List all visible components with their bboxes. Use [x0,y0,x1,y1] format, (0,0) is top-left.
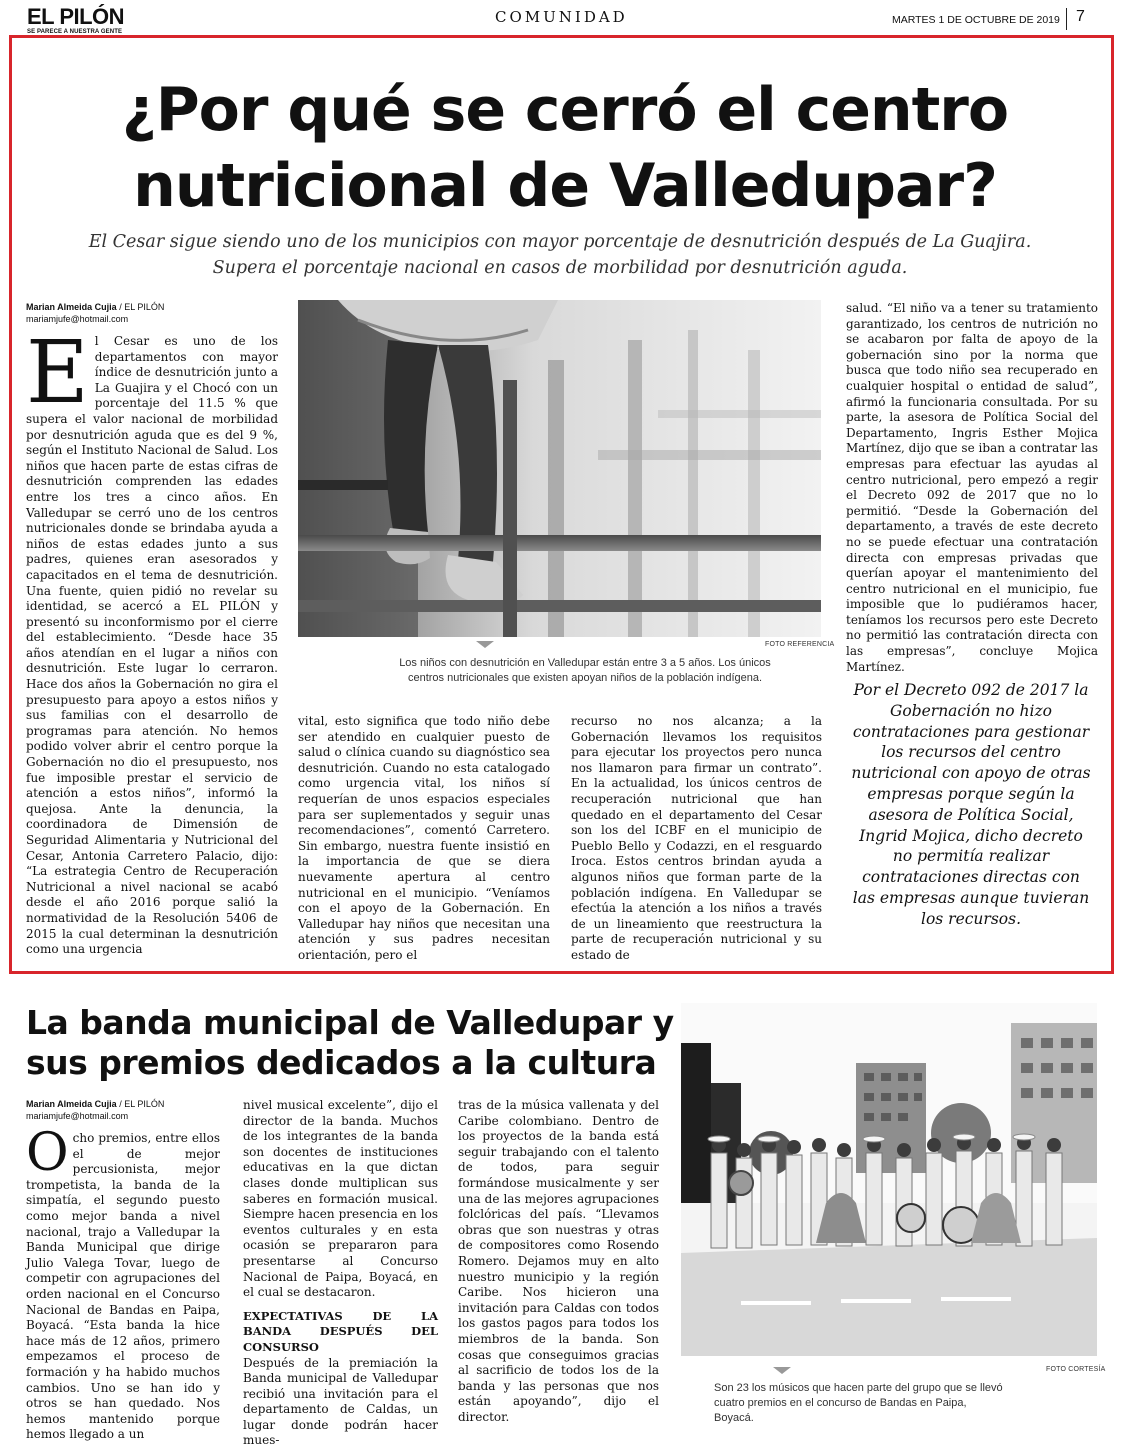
article1-column-1 [26,323,278,957]
article1-headline: ¿Por qué se cerró el centro nutricional de Valledupar? [121,75,1009,221]
article1-column-3 [571,714,822,962]
article2-dropcap: O [26,1123,69,1183]
article1-outlet: / EL PILÓN [116,302,165,312]
article1-pullquote: Por el Decreto 092 de 2017 la Gobernación no hizo contrataciones para gestionar los recursos del centro nutricional con apoyo de otras empresas porque según la asesora de Política Social, Ingrid Mojica, dicho decreto no permitía realizar contrataciones directas con las empresas aunque tuvieran los recursos. [851,681,1091,928]
article2-photo-caption: Son 23 los músicos que hacen parte del grupo que se llevó cuatro premios en el concurso de Bandas en Paipa, Boyacá. [714,1382,1003,1424]
issue-date: MARTES 1 DE OCTUBRE DE 2019 [892,14,1060,26]
article1-author: Marian Almeida Cujia [26,302,117,312]
article2-byline [26,1098,164,1122]
section-title: COMUNIDAD [495,8,628,26]
article2-headline: La banda municipal de Valledupar y sus premios dedicados a la cultura [26,1003,674,1082]
article1-col3-text: recurso no nos alcanza; a la Gobernación llevamos los requisitos para ejecutar los proyectos pero nunca nos llamaron para firmar un contrato”. En la actualidad, los únicos centros de recuperación nutricional que han quedado en el departamento del Cesar son los del ICBF en el municipio de Pueblo Bello y Codazzi, en el resguardo Iroca. Estos centros brindan ayuda a algunos niños que forman parte de la población indígena. En Valledupar se efectúa la atención a los niños a través de un lineamiento que reestructura la parte de recuperación nutricional y su estado de [571,714,822,962]
caption-pointer-icon [476,641,494,648]
article1-col2-text: vital, esto significa que todo niño debe ser atendido en cualquier puesto de salud o clínica cuando su diagnóstico sea desnutrición. Cuando no esta catalogado como urgencia vital, los niños sí requerían de unos espacios especiales para ser suplementados y seguir unas recomendaciones”, comentó Carretero. Sin embargo, nuestra fuente insistió en la importancia de que se diera nuevamente apertura al centro nutricional en el municipio. “Veníamos con el apoyo de la Gobernación. En Valledupar hay niños que necesitan una atención y sus padres necesitan orientación, pero el [298,714,550,962]
newspaper-slogan: SE PARECE A NUESTRA GENTE [27,29,123,35]
article2-col3-text: tras de la música vallenata y del Caribe colombiano. Dentro de los proyectos de la banda está seguir trabajando con el talento de todos, para seguir formándose musicalmente y ser una de las mejores agrupaciones folclóricas del país. “Llevamos obras que son nuestras y otras de compositores como Rosendo Romero. Dejamos muy en alto nuestro municipio y la región Caribe. Nos hicieron una invitación para Caldas con todos los gastos pagos para todos los miembros de la banda. Son cosas que conseguimos gracias al sacrificio de todos los de la banda y las personas que nos están apoyando”, dijo el director. [458,1098,659,1424]
article1-col4-text: salud. “El niño va a tener su tratamiento garantizado, los centros de nutrición no se acabaron por falta de apoyo de la gobernación sino por la norma que busca que todo niño sea recuperado en cualquier hospital o entidad de salud”, afirmó la funcionaria consultada. Por su parte, la asesora de Política Social del Departamento, Ingris Esther Mojica Martínez, dijo que se iban a contratar las empresas para efectuar las ayudas al centro nutricional, pero empezó a regir el Decreto 092 de 2017 que no lo permitió. “Desde la Gobernación del departamento, a través de este decreto no se puede efectuar una contratación directa con empresas privadas que querían apoyar el mantenimiento del centro nutricional en el municipio, fue imposible que lo pudiéramos hacer, teníamos los recursos pero este Decreto no permitió las contratación directa con las empresas”, concluye Mojica Martínez. [846,301,1098,674]
article2-subsection-heading: EXPECTATIVAS DE LA BANDA DESPUÉS DEL CONSURSO [243,1308,438,1354]
article2-col2-text: nivel musical excelente”, dijo el director de la banda. Muchos de los integrantes de la banda son docentes de instituciones educativas en la que dictan clases donde multiplican sus saberes en formación musical. Siempre hacen presencia en los eventos culturales y en esta ocasión se prepararon para presentarse al Concurso Nacional de Paipa, Boyacá, en el cual se destacaron. [243,1098,438,1300]
article1-byline [26,301,164,325]
children-photo-illustration [298,300,821,637]
article1-photo-caption: Los niños con desnutrición en Valledupar están entre 3 a 5 años. Los únicos centros nutricionales que existen apoyan niños de la población indígena. [399,657,771,684]
article1-column-2 [298,714,550,962]
article2-outlet: / EL PILÓN [116,1099,165,1109]
article1-author-email[interactable]: mariamjufe@hotmail.com [26,314,129,324]
article2-column-3 [458,1098,659,1428]
article2-column-1 [26,1123,220,1442]
article1-col1-text: l Cesar es uno de los departamentos con mayor índice de desnutrición junto a La Guajira y el Chocó con un porcentaje del 11.5 % que supera el valor nacional de morbilidad por desnutrición aguda que es del 9 %, según el Instituto Nacional de Salud. Los niños que hacen parte de estas cifras de desnutrición comprenden las edades entre los tres a cinco años. En Valledupar se cerró uno de los centros nutricionales donde se brindaba ayuda a niños de estas edades junto a sus padres, quienes eran asesorados y capacitados en el tema de desnutrición. Una fuente, quien pidió no revelar su identidad, se acercó a EL PILÓN y presentó su inconformismo por el cierre del establecimiento. “Desde hace 35 años atendían en el lugar a niños con desnutrición. Este lugar lo cerraron. Hace dos años la Gobernación no gira el presupuesto para apoyo a estos niños y sus familias con el desarrollo de programas para atención. No hemos podido volver abrir el centro porque la Gobernación no dio el presupuesto, nos fue imposible prestar el servicio de atención a estos niños”, informó la quejosa. Ante la denuncia, la coordinadora de Dimensión de Seguridad Alimentaria y Nutricional del Cesar, Antonia Carretero Palacio, dijo: “La estrategia Centro de Recuperación Nutricional a nivel nacional se acabó desde el año 2016 porque salió la normatividad de la Resolución 5406 de 2015 la cual determinan la desnutrición como una urgencia [26,334,278,957]
article1-subheadline: El Cesar sigue siendo uno de los municipios con mayor porcentaje de desnutrición después de La Guajira. Supera el porcentaje nacional en casos de morbilidad por desnutrición aguda. [88,232,1032,278]
masthead-logo [27,6,147,38]
article2-author: Marian Almeida Cujia [26,1099,117,1109]
page-number: 7 [1076,8,1085,25]
article2-photo-band [681,1003,1097,1356]
article2-column-2 [243,1098,438,1448]
article2-author-email[interactable]: mariamjufe@hotmail.com [26,1111,129,1121]
article1-dropcap: E [26,323,89,423]
band-photo-illustration [681,1003,1097,1356]
article1-photo-children [298,300,821,637]
page-number-divider [1066,8,1067,30]
newspaper-logo: EL PILÓN [27,4,125,29]
article2-col1-text: cho premios, entre ellos el de mejor percusionista, mejor trompetista, la banda de la simpatía, el segundo puesto como mejor banda a nivel nacional, trajo a Valledupar la Banda Municipal que dirige Julio Valega Tovar, luego de competir con agrupaciones del orden nacional en el Concurso Nacional de Bandas en Paipa, Boyacá. “Esta banda la hice hace más de 12 años, primero empezamos el proceso de formación y ha habido muchos cambios. Uno se han ido y otros se han quedado. Nos hemos mantenido porque hemos llegado a un [26,1131,220,1442]
article1-column-4 [846,301,1098,674]
article2-col2-text-b: Después de la premiación la Banda municipal de Valledupar recibió una invitación para el departamento de Caldas, un lugar donde podrán hacer mues- [243,1355,438,1448]
article2-photo-credit: FOTO CORTESÍA [1046,1366,1106,1373]
article1-photo-credit: FOTO REFERENCIA [765,641,835,648]
caption-pointer-icon-2 [773,1367,791,1374]
